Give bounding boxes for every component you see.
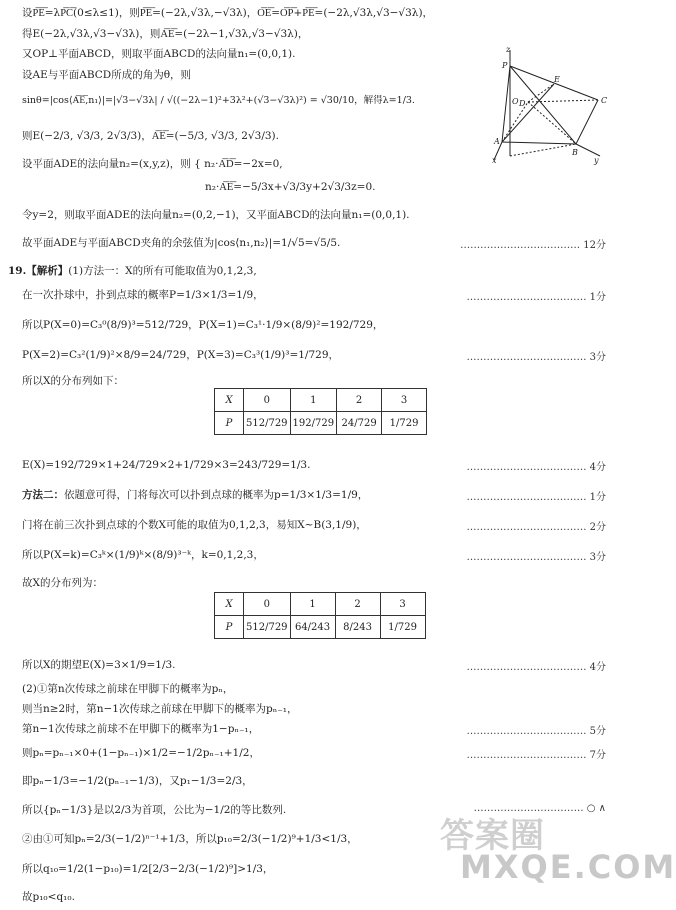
text-line: 又OP⊥平面ABCD，则取平面ABCD的法向量n₁=(0,0,1). <box>22 48 296 60</box>
method1-intro: (1)方法一：X的所有可能取值为0,1,2,3, <box>68 265 257 277</box>
table-cell: 0 <box>244 389 291 412</box>
score-mark: ……………………………… 2分 <box>466 522 606 533</box>
table-row <box>215 412 427 435</box>
edge-ab <box>502 142 576 144</box>
table-cell: 1/729 <box>380 616 425 639</box>
table-cell: 8/243 <box>335 616 380 639</box>
table-cell: 0 <box>244 593 291 616</box>
score-mark: ……………………………… 4分 <box>466 462 606 473</box>
text-line: n₂·A͞E͞=−5/3x+√3/3y+2√3/3z=0. <box>205 181 376 193</box>
edge-de <box>528 84 554 102</box>
method2-text: 依题意可得，门将每次可以扑到点球的概率为p=1/3×1/3=1/9， <box>64 489 369 501</box>
q19-label: 19.【解析】 <box>8 265 69 277</box>
table-cell: 512/729 <box>244 616 291 639</box>
edge-ob <box>510 144 576 156</box>
distribution-table-2 <box>214 592 426 639</box>
table-row <box>215 616 426 639</box>
table-cell: 3 <box>380 593 425 616</box>
edge-db <box>528 102 576 144</box>
distribution-table-1 <box>214 388 427 435</box>
text-line: 得E(−2λ,√3λ,√3−√3λ)，则A͞E͞=(−2λ−1,√3λ,√3−√3λ)， <box>22 28 309 40</box>
table-cell: 64/243 <box>290 616 335 639</box>
pyramid-figure <box>488 44 613 164</box>
text-line: 令y=2，则取平面ADE的法向量n₂=(0,2,−1)，又平面ABCD的法向量n₁=(0,0,1). <box>22 209 410 221</box>
label-y: y <box>594 156 599 165</box>
edge-pa <box>502 66 510 142</box>
text-line: P(X=2)=C₃²(1/9)²×8/9=24/729，P(X=3)=C₃³(1/9)³=1/729， <box>22 349 340 361</box>
score-mark: ……………………………… 5分 <box>466 726 606 737</box>
table-header-x: X <box>215 593 244 616</box>
text-line: 故X的分布列为： <box>22 577 103 589</box>
text-line: 则pₙ=pₙ₋₁×0+(1−pₙ₋₁)×1/2=−1/2pₙ₋₁+1/2， <box>22 747 260 759</box>
text-line: 在一次扑球中，扑到点球的概率P=1/3×1/3=1/9， <box>22 289 264 301</box>
text-line: 设P͞E͞=λP͞C͞(0≤λ≤1)，则P͞E͞=(−2λ,√3λ,−√3λ)，O͞E͞=O͞P͞+P͞E͞=(−2λ,√3λ,√3−√3λ)， <box>22 7 434 19</box>
text-line: 门将在前三次扑到点球的个数X可能的取值为0,1,2,3，易知X~B(3,1/9)， <box>22 519 367 531</box>
text-line: 故平面ADE与平面ABCD夹角的余弦值为|cos⟨n₁,n₂⟩|=1/√5=√5/5. <box>22 237 341 249</box>
score-mark: ……………………………… 1分 <box>466 292 606 303</box>
label-e: E <box>554 75 560 84</box>
table-cell: 192/729 <box>290 412 337 435</box>
label-d: D <box>519 99 526 108</box>
y-axis <box>576 144 600 156</box>
label-x: x <box>492 156 497 165</box>
table-header-p: P <box>215 412 244 435</box>
text-line: 所以P(X=k)=C₃ᵏ×(1/9)ᵏ×(8/9)³⁻ᵏ，k=0,1,2,3， <box>22 549 264 561</box>
text-line: 所以P(X=0)=C₃⁰(8/9)³=512/729，P(X=1)=C₃¹·1/9×(8/9)²=192/729， <box>22 319 384 331</box>
text-line: 故p₁₀<q₁₀. <box>22 891 75 903</box>
table-header-x: X <box>215 389 244 412</box>
score-mark: ……………………………… 4分 <box>466 662 606 673</box>
score-mark: ……………………………… 3分 <box>466 352 606 363</box>
text-line: (2)①第n次传球之前球在甲脚下的概率为pₙ， <box>22 683 234 695</box>
label-b: B <box>572 148 578 157</box>
watermark-logo: 答案圈 <box>440 816 545 856</box>
table-row <box>215 593 426 616</box>
text-line: 所以X的期望E(X)=3×1/9=1/3. <box>22 659 176 671</box>
table-row <box>215 389 427 412</box>
label-o: O <box>512 97 519 106</box>
q19-line <box>8 264 257 278</box>
table-header-p: P <box>215 616 244 639</box>
text-line: 设AE与平面ABCD所成的角为θ，则 <box>22 69 192 81</box>
table-cell: 24/729 <box>337 412 382 435</box>
table-cell: 1/729 <box>382 412 427 435</box>
score-mark: ……………………………… 3分 <box>466 552 606 563</box>
method2-label: 方法二： <box>22 489 64 501</box>
text-line: 所以{pₙ−1/3}是以2/3为首项，公比为−1/2的等比数列. <box>22 804 287 816</box>
label-a: A <box>494 137 500 146</box>
score-mark: ……………………………… 12分 <box>460 240 606 251</box>
table-cell: 2 <box>335 593 380 616</box>
table-cell: 2 <box>337 389 382 412</box>
text-line: 则当n≥2时，第n−1次传球之前球在甲脚下的概率为pₙ₋₁， <box>22 703 298 715</box>
label-p: P <box>502 61 508 70</box>
table-cell: 1 <box>290 593 335 616</box>
label-c: C <box>601 96 608 105</box>
text-line: 第n−1次传球之前球不在甲脚下的概率为1−pₙ₋₁， <box>22 723 260 735</box>
edge-bc <box>576 100 598 144</box>
text-line: ②由①可知pₙ=2/3(−1/2)ⁿ⁻¹+1/3，所以p₁₀=2/3(−1/2)⁹+1/3<1/3， <box>22 833 358 845</box>
text-line: 所以X的分布列如下： <box>22 375 124 387</box>
text-line: E(X)=192/729×1+24/729×2+1/729×3=243/729=1/3. <box>22 459 311 471</box>
watermark-url: MXQE.COM <box>460 848 676 886</box>
text-line: sinθ=|cos⟨A͞E͞,n₁⟩|=|√3−√3λ| / √((−2λ−1)²+3λ²+(√3−√3λ)²) = √30/10，解得λ=1/3. <box>22 95 415 106</box>
text-line: 则E(−2/3, √3/3, 2√3/3)，A͞E͞=(−5/3, √3/3, 2√3/3). <box>22 130 279 142</box>
method2-line <box>22 488 368 502</box>
table-cell: 1 <box>290 389 337 412</box>
text-line: 设平面ADE的法向量n₂=(x,y,z)，则 { n₂·A͞D͞=−2x=0, <box>22 158 283 170</box>
text-line: 即pₙ−1/3=−1/2(pₙ₋₁−1/3)，又p₁−1/3=2/3， <box>22 775 253 787</box>
table-cell: 512/729 <box>244 412 291 435</box>
score-mark: ……………………………… 7分 <box>466 750 606 761</box>
score-mark: …………………………… ○ ∧ <box>473 803 606 814</box>
score-mark: ……………………………… 1分 <box>466 492 606 503</box>
table-cell: 3 <box>382 389 427 412</box>
text-line: 所以q₁₀=1/2(1−p₁₀)=1/2[2/3−2/3(−1/2)⁹]>1/3， <box>22 863 274 875</box>
label-z: z <box>506 45 511 54</box>
